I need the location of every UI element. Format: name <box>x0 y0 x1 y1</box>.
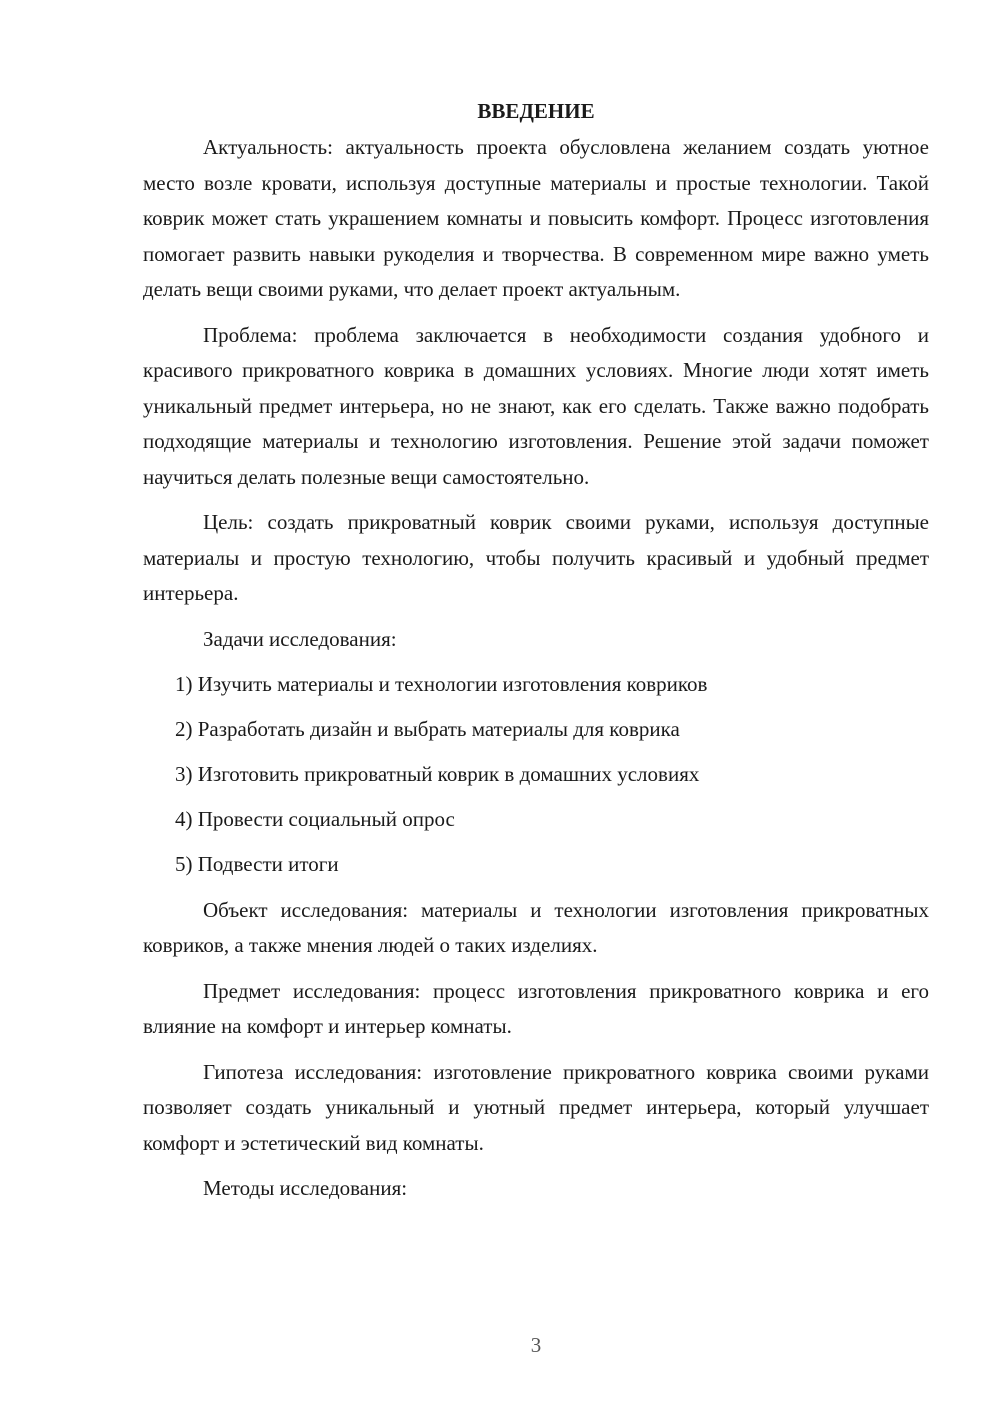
list-item: 4) Провести социальный опрос <box>175 807 455 831</box>
list-item: 5) Подвести итоги <box>175 852 339 876</box>
page-number: 3 <box>530 1333 542 1357</box>
list-item: 3) Изготовить прикроватный коврик в домашних условиях <box>175 762 700 786</box>
paragraph-hypothesis: Гипотеза исследования: изготовление прикроватного коврика своими руками позволяет создать уникальный и уютный предмет интерьера, который улучшает комфорт и эстетический вид комнаты. <box>143 1059 929 1155</box>
list-item: 1) Изучить материалы и технологии изготовления ковриков <box>175 672 708 696</box>
section-heading: ВВЕДЕНИЕ <box>477 99 595 123</box>
paragraph-relevance: Актуальность: актуальность проекта обусловлена желанием создать уютное место возле кровати, используя доступные материалы и простые технологии. Такой коврик может стать украшением комнаты и повысить комфорт. Процесс изготовления помогает развить навыки рукоделия и творчества. В современном мире важно уметь делать вещи своими руками, что делает проект актуальным. <box>143 135 929 301</box>
paragraph-problem: Проблема: проблема заключается в необходимости создания удобного и красивого прикроватного коврика в домашних условиях. Многие люди хотят иметь уникальный предмет интерьера, но не знают, как его сделать. Также важно подобрать подходящие материалы и технологию изготовления. Решение этой задачи поможет научиться делать полезные вещи самостоятельно. <box>143 322 929 489</box>
task-list <box>143 667 929 883</box>
paragraph-goal: Цель: создать прикроватный коврик своими руками, используя доступные материалы и простую технологию, чтобы получить красивый и удобный предмет интерьера. <box>143 510 929 605</box>
paragraph-object: Объект исследования: материалы и технологии изготовления прикроватных ковриков, а также мнения людей о таких изделиях. <box>143 897 929 957</box>
paragraph-subject: Предмет исследования: процесс изготовления прикроватного коврика и его влияние на комфорт и интерьер комнаты. <box>143 978 929 1038</box>
tasks-title: Задачи исследования: <box>203 626 397 651</box>
list-item: 2) Разработать дизайн и выбрать материалы для коврика <box>175 717 680 741</box>
methods-title: Методы исследования: <box>203 1176 408 1200</box>
document-page <box>143 96 929 1207</box>
